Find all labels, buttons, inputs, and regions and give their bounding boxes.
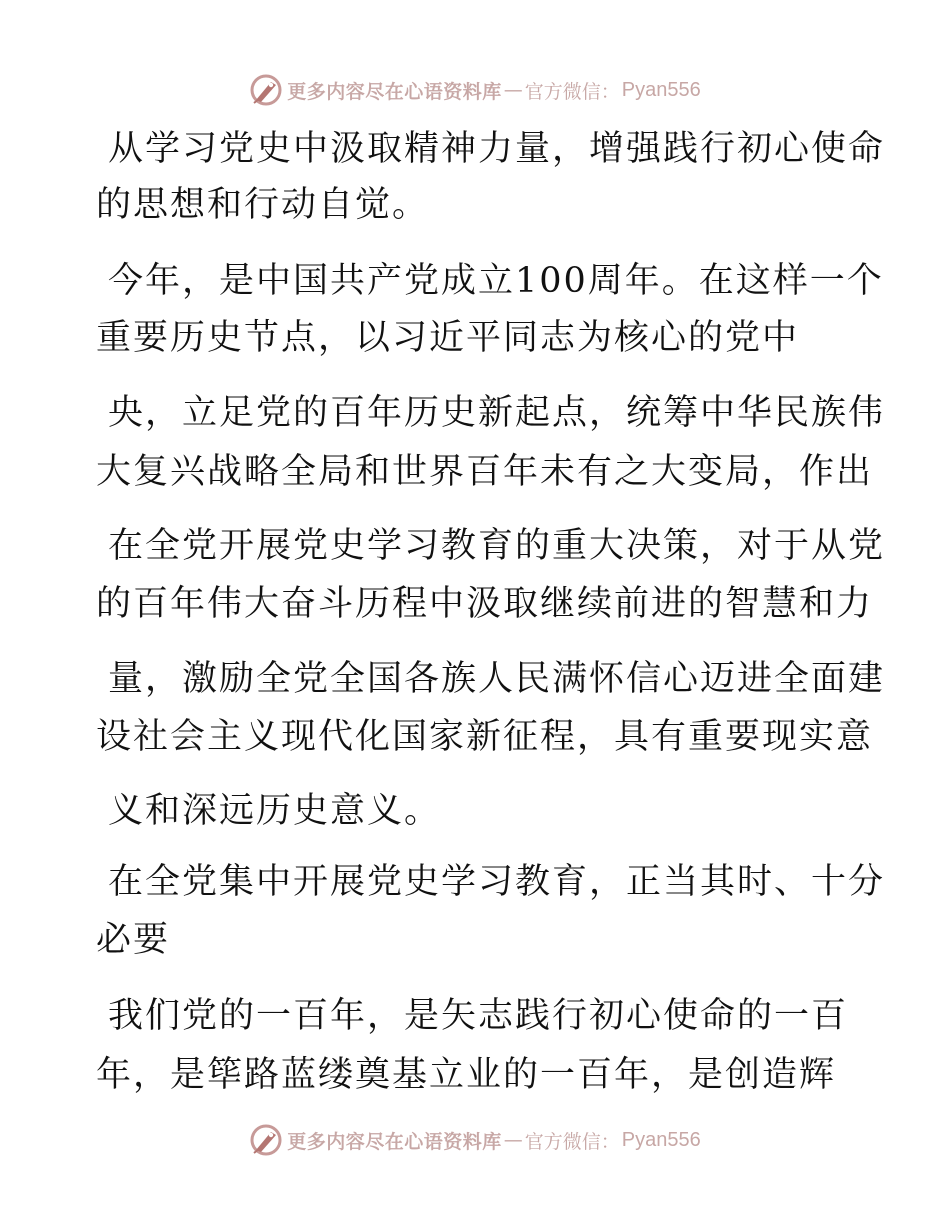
body-line: 量，激励全党全国各族人民满怀信心迈进全面建	[108, 659, 886, 699]
watermark-wechat-id: Pyan556	[621, 78, 701, 101]
pen-nib-logo-icon	[249, 73, 283, 107]
body-line: 我们党的一百年，是矢志践行初心使命的一百	[108, 996, 849, 1036]
header-watermark	[0, 70, 950, 110]
watermark-wechat-label: 官方微信：	[524, 80, 620, 103]
body-line: 义和深远历史意义。	[108, 791, 442, 831]
pen-nib-logo-icon	[249, 1123, 283, 1157]
body-line: 在全党开展党史学习教育的重大决策，对于从党	[108, 526, 886, 566]
body-line: 设社会主义现代化国家新征程，具有重要现实意	[96, 717, 874, 757]
body-line: 今年，是中国共产党成立100周年。在这样一个	[108, 261, 884, 301]
watermark-separator: —	[503, 79, 523, 101]
body-line: 大复兴战略全局和世界百年未有之大变局，作出	[96, 452, 874, 492]
body-line: 央，立足党的百年历史新起点，统筹中华民族伟	[108, 393, 886, 433]
watermark-text: 更多内容尽在心语资料库	[287, 1130, 502, 1153]
body-line: 年，是筚路蓝缕奠基立业的一百年，是创造辉	[96, 1055, 837, 1095]
body-line: 的思想和行动自觉。	[96, 185, 430, 225]
body-line: 从学习党史中汲取精神力量，增强践行初心使命	[108, 129, 886, 169]
body-line: 在全党集中开展党史学习教育，正当其时、十分	[108, 862, 886, 902]
watermark-wechat-label: 官方微信：	[524, 1130, 620, 1153]
watermark-separator: —	[503, 1129, 523, 1151]
watermark-text: 更多内容尽在心语资料库	[287, 80, 502, 103]
body-line: 的百年伟大奋斗历程中汲取继续前进的智慧和力	[96, 584, 874, 624]
watermark-wechat-id: Pyan556	[621, 1128, 701, 1151]
body-line: 必要	[96, 920, 171, 960]
body-line: 重要历史节点，以习近平同志为核心的党中	[96, 318, 800, 358]
footer-watermark	[0, 1120, 950, 1160]
